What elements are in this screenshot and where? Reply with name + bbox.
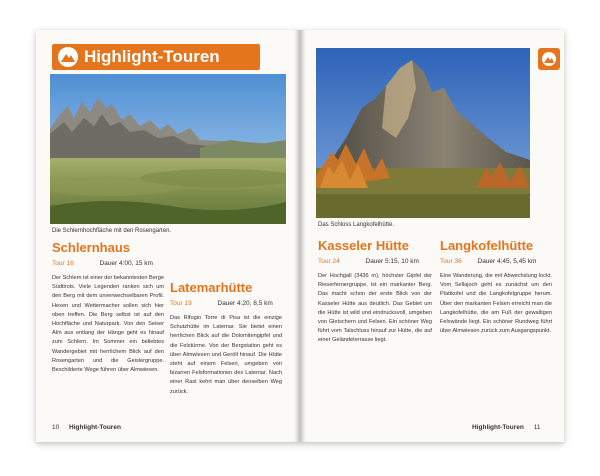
tour-duration: Dauer 4:45, 5,45 km [477, 258, 537, 265]
tour-label: Tour 16 [52, 260, 74, 267]
tour-duration: Dauer 5:15, 10 km [365, 258, 419, 265]
highlight-banner [52, 44, 260, 70]
section-title-schlernhaus: Schlernhaus [52, 240, 131, 255]
tour-duration: Dauer 4:20, 8,5 km [217, 300, 273, 307]
right-photo [316, 48, 530, 218]
right-page [302, 30, 564, 442]
tour-duration: Dauer 4:00, 15 km [99, 260, 153, 267]
tour-line-schlernhaus [52, 260, 153, 267]
book-gutter [294, 30, 306, 442]
left-footer [52, 424, 121, 431]
left-page [36, 30, 298, 442]
running-head: Highlight-Touren [69, 424, 121, 431]
left-photo [50, 74, 286, 224]
mountain-badge-icon [542, 52, 556, 66]
tour-label: Tour 36 [440, 258, 462, 265]
section-text-langkofelhuette: Eine Wanderung, die mit Abwechslung lockt. Vom Sellajoch geht es zunächst um den Plattkofel und die Langkofelgruppe herum. Über den markanten Felsen erreicht man die Langkofelhütte, die am Fuß der gewaltigen Felswände liegt. Ein schöner Rundweg führt über Almwiesen zurück zum Ausgangspunkt. [440, 273, 552, 335]
section-title-kasseler-huette: Kasseler Hütte [318, 238, 410, 253]
right-footer [472, 424, 540, 431]
running-head: Highlight-Touren [472, 424, 524, 431]
left-photo-caption: Die Schlernhochfläche mit den Rosengarten. [52, 228, 172, 234]
section-title-langkofelhuette: Langkofelhütte [440, 238, 534, 253]
tour-line-langkofelhuette [440, 258, 536, 265]
tour-label: Tour 19 [170, 300, 192, 307]
page-number: 10 [52, 424, 60, 431]
right-photo-caption: Das Schloss Langkofelhütte. [318, 222, 395, 228]
tour-line-latemarhuette [170, 300, 273, 307]
banner-title: Highlight-Touren [84, 47, 220, 66]
section-text-kasseler-huette: Der Hochgall (3436 m), höchster Gipfel der Rieserfernergruppe, ist ein markanter Berg. Das macht schon der erste Blick von der Kasseler Hütte aus deutlich. Das Gebiet um die Hütte ist wild und eindrucksvoll, umgeben von Gletschern und Felsen. Ein schöner Weg führt vom Talschluss hinauf zur Hütte, die auf einer Geländeterrasse liegt. [318, 273, 432, 344]
section-title-latemarhuette: Latemarhütte [170, 280, 253, 295]
section-text-schlernhaus: Der Schlern ist einer der bekanntesten Berge Südtirols. Viele Legenden ranken sich um den Berg mit dem unverwechselbaren Profil. Hexen und Wettermacher sollen sich hier oben treffen. Die Berg selbst ist auf den Hochfläche und Naturpark. Von den Seiser Alm aus entlang der Hänge geht es hinauf zum Schlern. Im Sommer ein beliebtes Wandergebiet mit herrlichem Blick auf den Rosengarten und die Geislergruppe. Beschilderte Wege führen über Almwiesen. [52, 275, 164, 374]
tour-label: Tour 24 [318, 258, 340, 265]
open-book [36, 30, 564, 442]
page-number: 11 [533, 424, 541, 431]
tour-line-kasseler-huette [318, 258, 419, 265]
section-text-latemarhuette: Das Rifugio Torre di Pisa ist die einzige Schutzhütte im Latemar. Sie bietet einen herrlichen Blick auf die Dolomitengipfel und die Felstürme. Von der Bergstation geht es über Almwiesen und Geröll hinauf. Die Hütte steht auf einem Felsen, umgeben von bizarren Felsformationen des Latemar. Nach einer Rast kehrt man über denselben Weg zurück. [170, 315, 282, 395]
mountain-badge [538, 48, 560, 70]
mountain-icon [58, 47, 78, 67]
